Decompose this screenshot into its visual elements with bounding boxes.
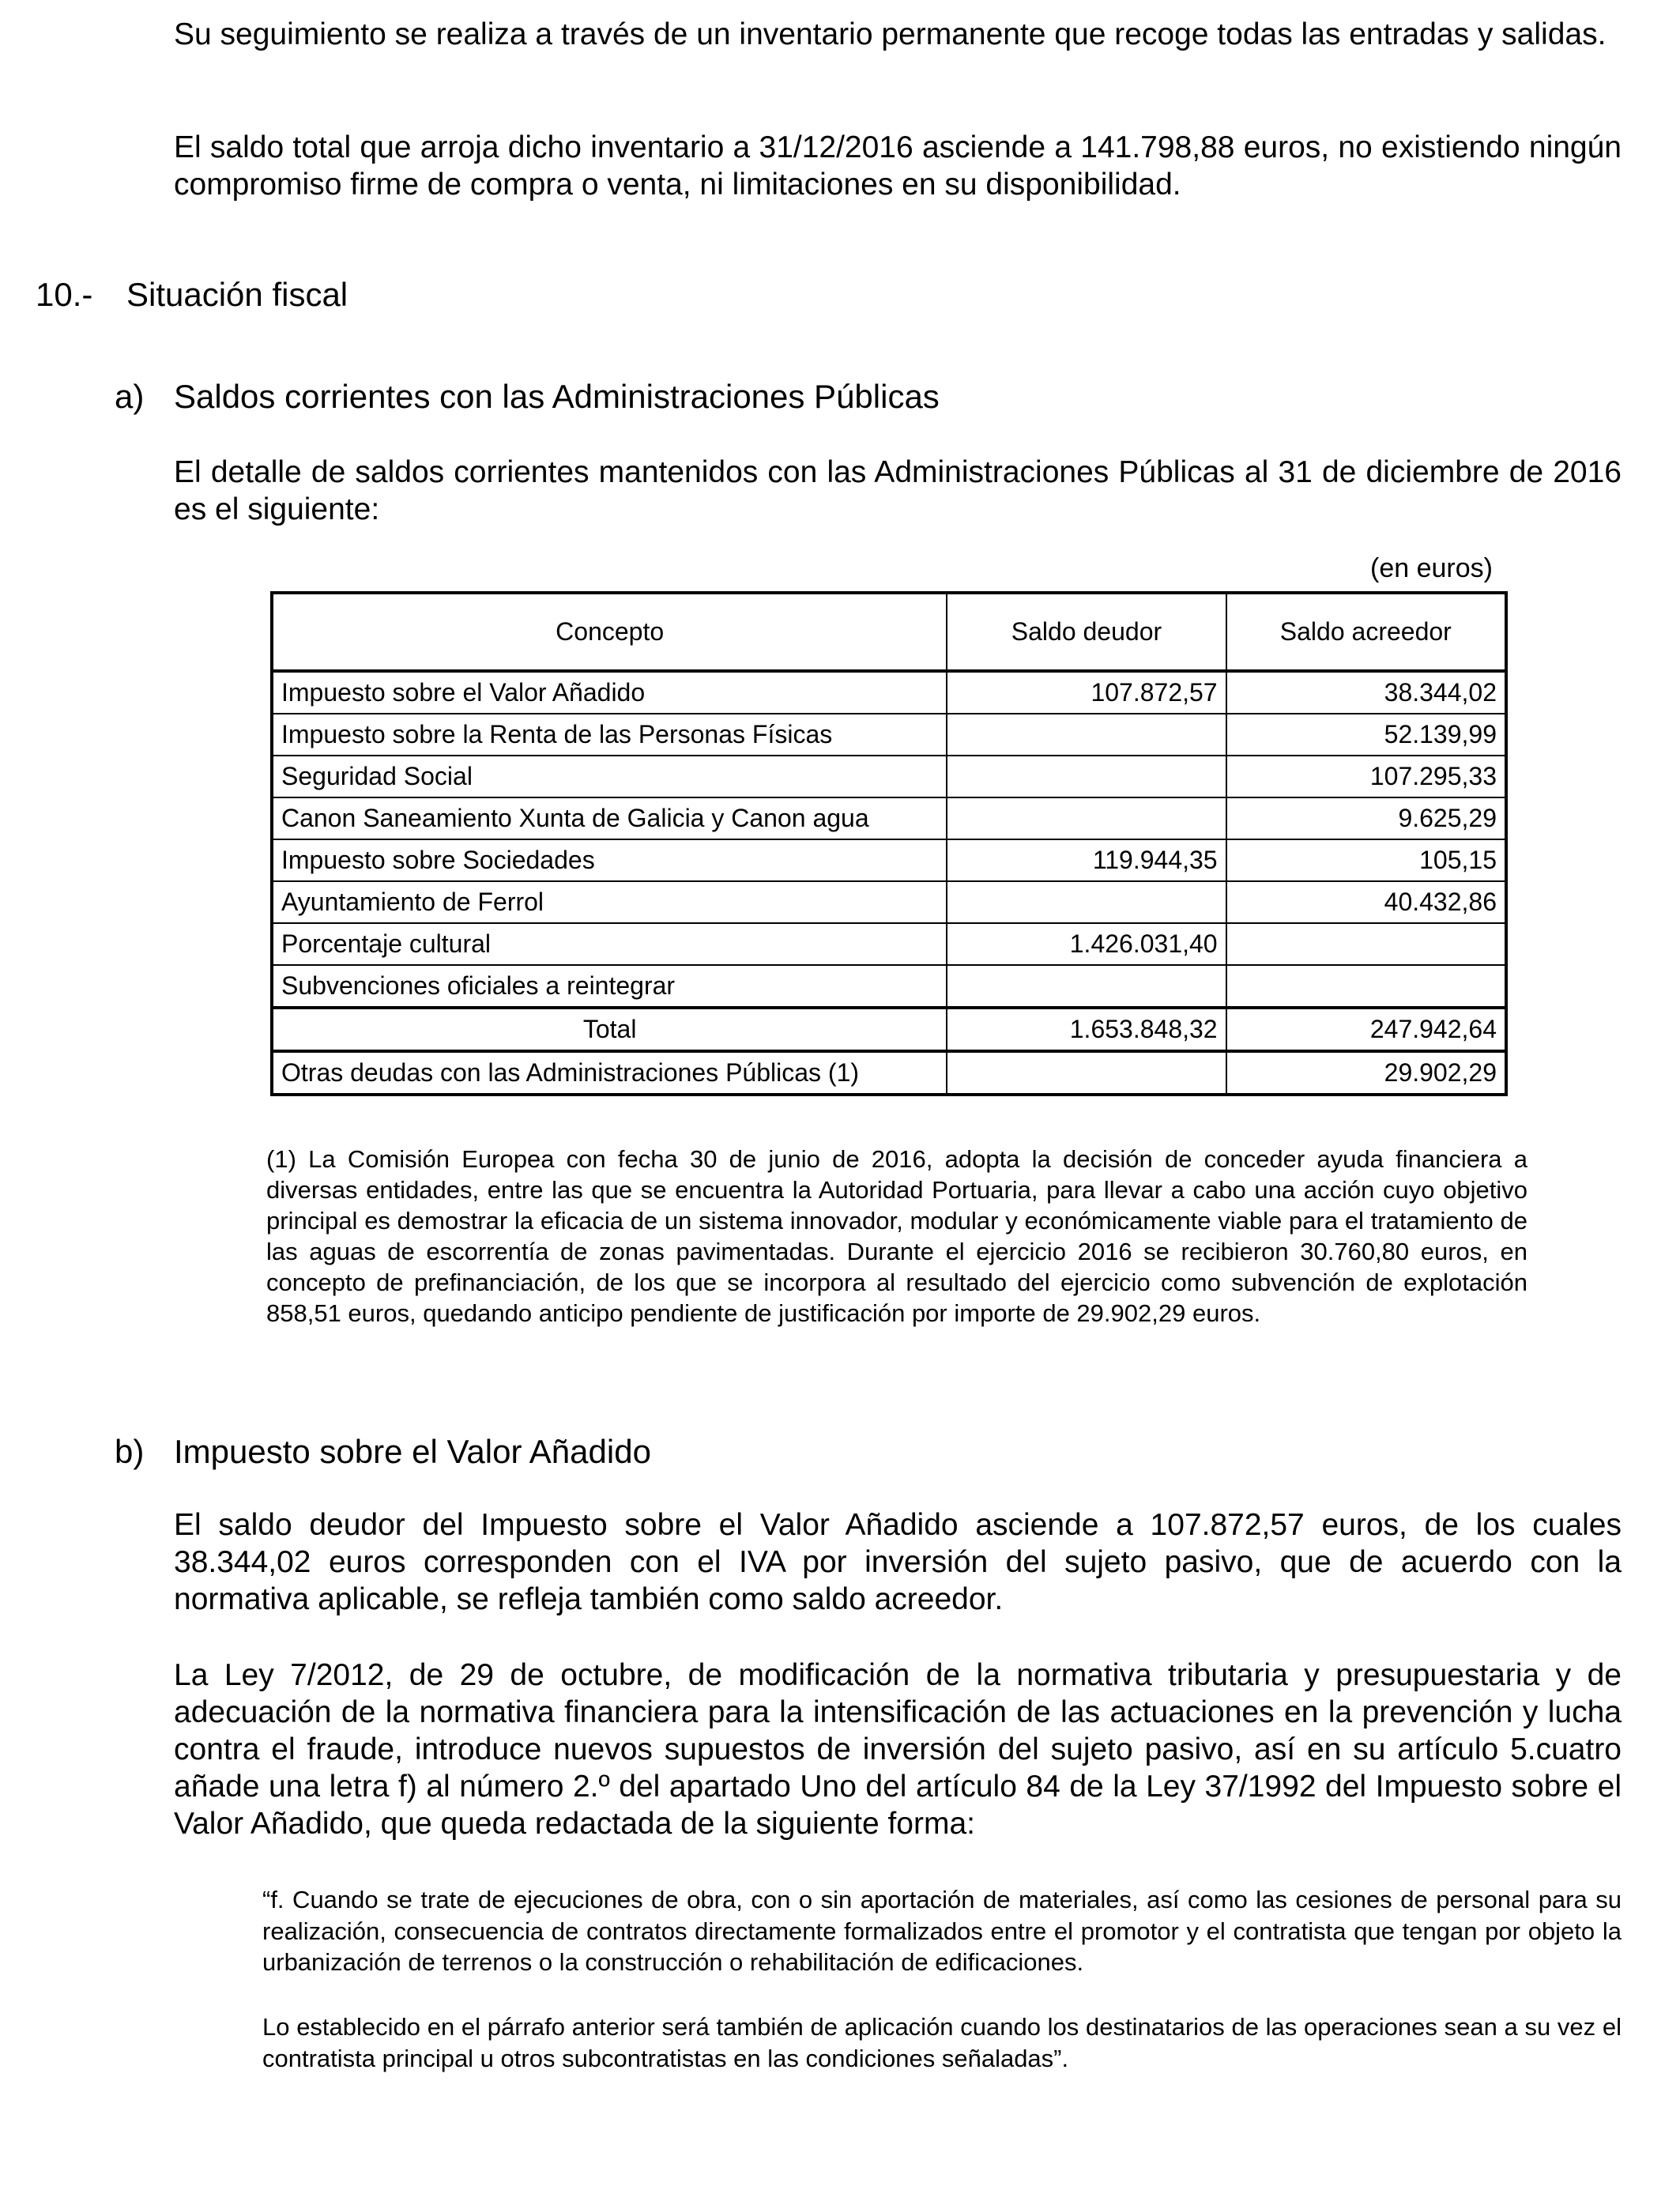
subsection-b-paragraph-2: La Ley 7/2012, de 29 de octubre, de modificación de la normativa tributaria y presupuestaria y de adecuación de la normativa financiera para la intensificación de las actuaciones en la prevención y lucha contra el fraude, introduce nuevos supuestos de inversión del sujeto pasivo, así en su artículo 5.cuatro añade una letra f) al número 2.º del apartado Uno del artículo 84 de la Ley 37/1992 del Impuesto sobre el Valor Añadido, que queda redactada de la siguiente forma:	[174, 1658, 1622, 1841]
cell-saldo-acreedor: 9.625,29	[1226, 797, 1506, 839]
subsection-a-letter: a)	[115, 378, 145, 415]
cell-saldo-deudor	[947, 1051, 1226, 1095]
cell-concepto: Seguridad Social	[272, 756, 947, 797]
cell-saldo-acreedor: 52.139,99	[1226, 714, 1506, 756]
column-header-saldo-deudor: Saldo deudor	[947, 593, 1226, 671]
cell-concepto: Canon Saneamiento Xunta de Galicia y Canon agua	[272, 797, 947, 839]
cell-saldo-acreedor: 107.295,33	[1226, 756, 1506, 797]
table-row	[272, 881, 1506, 923]
cell-saldo-acreedor: 38.344,02	[1226, 671, 1506, 714]
cell-saldo-acreedor	[1226, 965, 1506, 1008]
cell-saldo-acreedor: 29.902,29	[1226, 1051, 1506, 1095]
cell-concepto: Impuesto sobre la Renta de las Personas Físicas	[272, 714, 947, 756]
cell-concepto: Impuesto sobre el Valor Añadido	[272, 671, 947, 714]
table-row	[272, 839, 1506, 881]
cell-saldo-acreedor	[1226, 923, 1506, 965]
cell-saldo-deudor	[947, 756, 1226, 797]
cell-saldo-deudor	[947, 965, 1226, 1008]
cell-saldo-acreedor: 105,15	[1226, 839, 1506, 881]
subsection-b-letter: b)	[115, 1433, 145, 1470]
cell-saldo-deudor	[947, 881, 1226, 923]
section-title: Situación fiscal	[126, 276, 348, 313]
total-saldo-acreedor: 247.942,64	[1226, 1008, 1506, 1051]
table-row	[272, 923, 1506, 965]
intro-paragraph-1: Su seguimiento se realiza a través de un inventario permanente que recoge todas las entradas y salidas.	[174, 17, 1607, 51]
cell-saldo-deudor: 119.944,35	[947, 839, 1226, 881]
cell-saldo-deudor	[947, 714, 1226, 756]
table-header-row	[272, 593, 1506, 671]
table-row	[272, 965, 1506, 1008]
section-number: 10.-	[36, 276, 93, 313]
cell-saldo-acreedor: 40.432,86	[1226, 881, 1506, 923]
total-saldo-deudor: 1.653.848,32	[947, 1008, 1226, 1051]
cell-concepto: Otras deudas con las Administraciones Públicas (1)	[272, 1051, 947, 1095]
table-row	[272, 756, 1506, 797]
subsection-b-title: Impuesto sobre el Valor Añadido	[174, 1433, 651, 1470]
subsection-a-paragraph: El detalle de saldos corrientes mantenidos con las Administraciones Públicas al 31 de diciembre de 2016 es el siguiente:	[174, 455, 1622, 526]
cell-saldo-deudor	[947, 797, 1226, 839]
column-header-concepto: Concepto	[272, 593, 947, 671]
subsection-a-title: Saldos corrientes con las Administraciones Públicas	[174, 378, 940, 415]
fiscal-balances-table	[270, 591, 1508, 1096]
table-unit-label: (en euros)	[1370, 553, 1493, 583]
cell-saldo-deudor: 1.426.031,40	[947, 923, 1226, 965]
column-header-saldo-acreedor: Saldo acreedor	[1226, 593, 1506, 671]
table-row	[272, 797, 1506, 839]
table-row	[272, 671, 1506, 714]
cell-concepto: Porcentaje cultural	[272, 923, 947, 965]
subsection-b-paragraph-1: El saldo deudor del Impuesto sobre el Valor Añadido asciende a 107.872,57 euros, de los cuales 38.344,02 euros corresponden con el IVA por inversión del sujeto pasivo, que de acuerdo con la normativa aplicable, se refleja también como saldo acreedor.	[174, 1508, 1622, 1616]
cell-concepto: Impuesto sobre Sociedades	[272, 839, 947, 881]
cell-concepto: Subvenciones oficiales a reintegrar	[272, 965, 947, 1008]
table-other-debts-row	[272, 1051, 1506, 1095]
total-label: Total	[272, 1008, 947, 1051]
intro-paragraph-2: El saldo total que arroja dicho inventario a 31/12/2016 asciende a 141.798,88 euros, no existiendo ningún compromiso firme de compra o venta, ni limitaciones en su disponibilidad.	[174, 130, 1622, 202]
law-quote-paragraph-1: “f. Cuando se trate de ejecuciones de obra, con o sin aportación de materiales, así como las cesiones de personal para su realización, consecuencia de contratos directamente formalizados entre el promotor y el contratista que tengan por objeto la urbanización de terrenos o la construcción o rehabilitación de edificaciones.	[262, 1886, 1622, 1976]
law-quote-paragraph-2: Lo establecido en el párrafo anterior será también de aplicación cuando los destinatarios de las operaciones sean a su vez el contratista principal u otros subcontratistas en las condiciones señaladas”.	[262, 2013, 1622, 2072]
cell-saldo-deudor: 107.872,57	[947, 671, 1226, 714]
table-footnote: (1) La Comisión Europea con fecha 30 de junio de 2016, adopta la decisión de conceder ayuda financiera a diversas entidades, entre las que se encuentra la Autoridad Portuaria, para llevar a cabo una acción cuyo objetivo principal es demostrar la eficacia de un sistema innovador, modular y económicamente viable para el tratamiento de las aguas de escorrentía de zonas pavimentadas. Durante el ejercicio 2016 se recibieron 30.760,80 euros, en concepto de prefinanciación, de los que se incorpora al resultado del ejercicio como subvención de explotación 858,51 euros, quedando anticipo pendiente de justificación por importe de 29.902,29 euros.	[266, 1145, 1527, 1327]
table-row	[272, 714, 1506, 756]
table-total-row	[272, 1008, 1506, 1051]
cell-concepto: Ayuntamiento de Ferrol	[272, 881, 947, 923]
